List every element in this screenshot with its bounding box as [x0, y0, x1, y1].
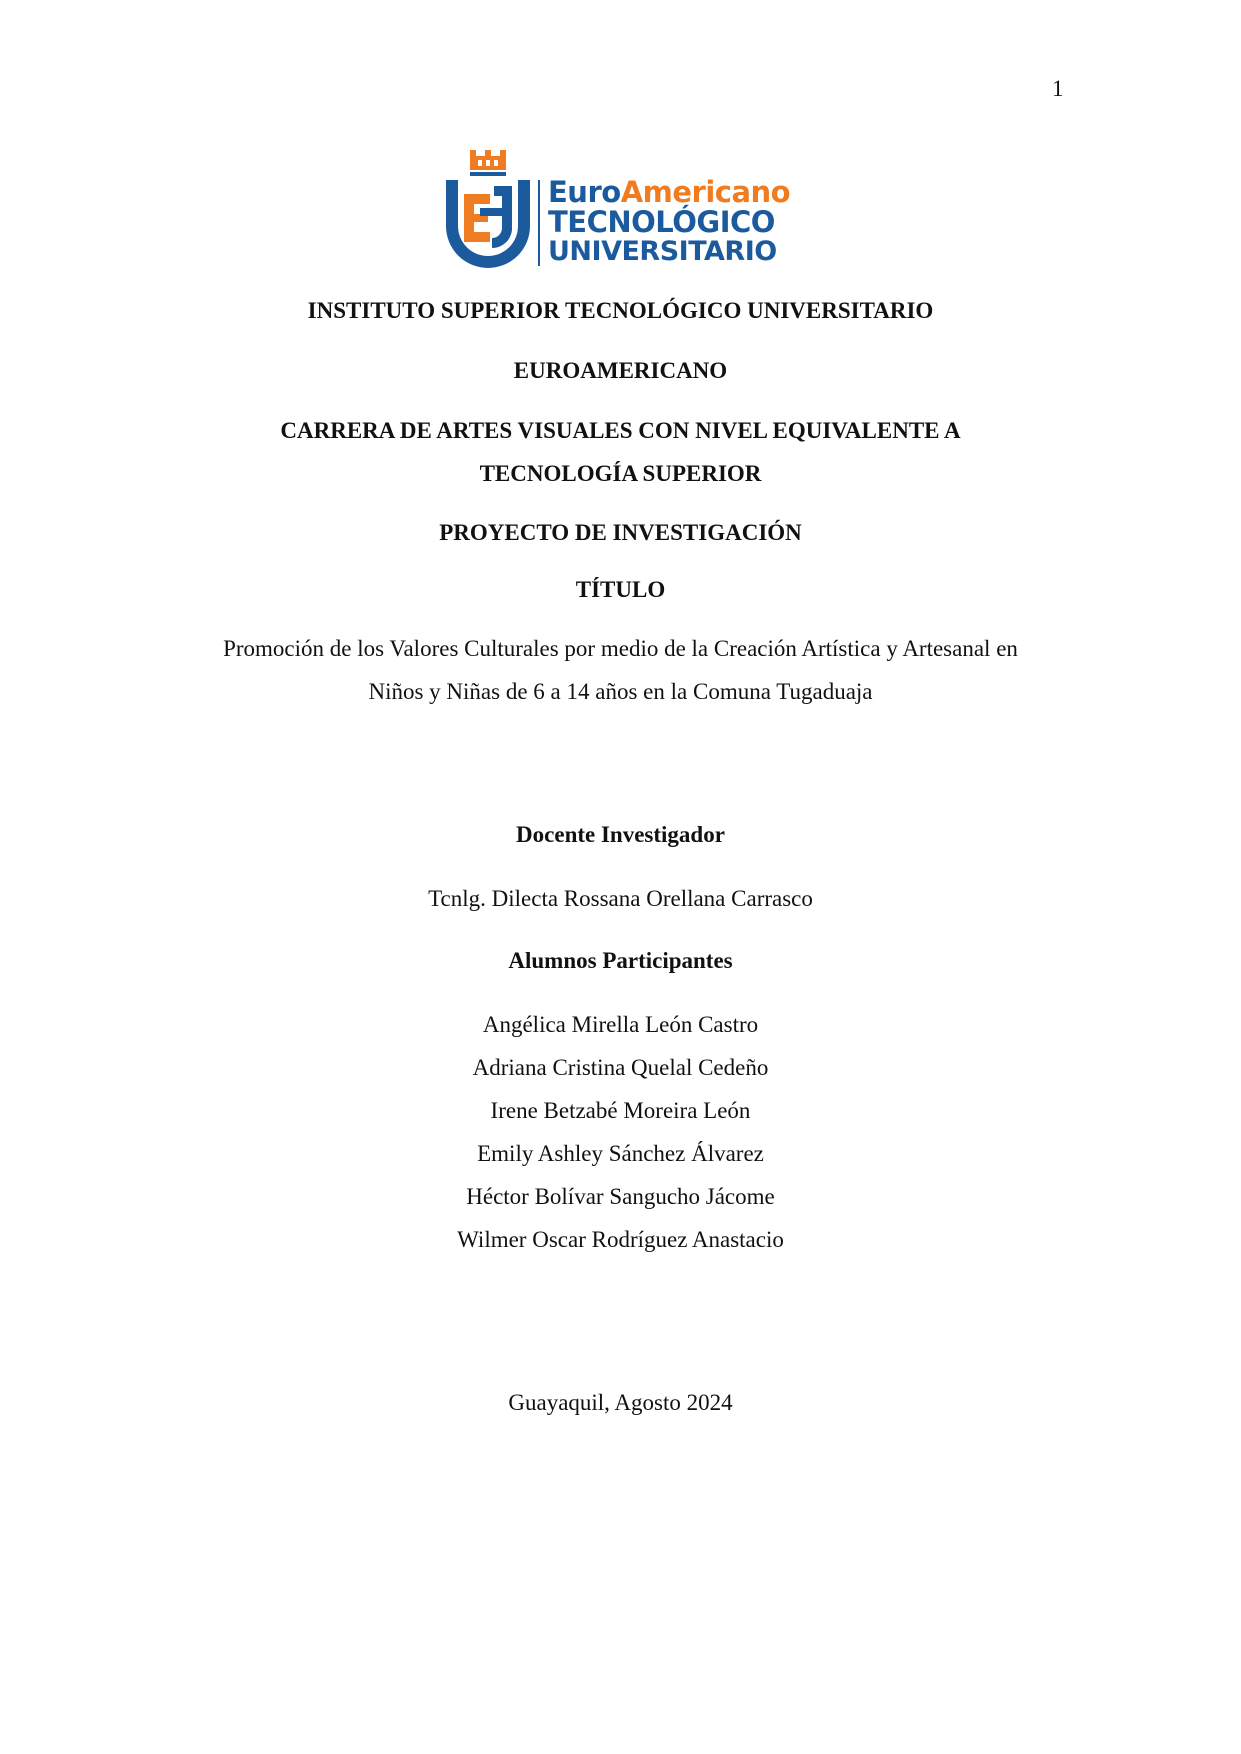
ea-emblem-icon [440, 150, 536, 270]
career-line-1: CARRERA DE ARTES VISUALES CON NIVEL EQUIVALENTE A [280, 418, 961, 443]
teacher-label: Docente Investigador [516, 822, 725, 847]
title-line-1: Promoción de los Valores Culturales por medio de la Creación Artística y Artesanal en [223, 636, 1018, 661]
title-label: TÍTULO [575, 577, 666, 602]
institution-logo [440, 150, 820, 270]
place-date: Guayaquil, Agosto 2024 [508, 1390, 733, 1415]
student-name: Irene Betzabé Moreira León [490, 1098, 751, 1123]
student-name: Emily Ashley Sánchez Álvarez [477, 1141, 764, 1166]
project-label: PROYECTO DE INVESTIGACIÓN [439, 520, 802, 545]
logo-americano-text: Americano [620, 175, 791, 209]
logo-brand-line [548, 175, 791, 209]
logo-universitario-text: UNIVERSITARIO [548, 236, 777, 267]
career-line-2: TECNOLOGÍA SUPERIOR [479, 461, 762, 486]
teacher-name: Tcnlg. Dilecta Rossana Orellana Carrasco [428, 886, 813, 911]
institute-line-2: EUROAMERICANO [513, 358, 728, 383]
student-name: Angélica Mirella León Castro [482, 1012, 759, 1037]
page-number: 1 [1052, 76, 1064, 101]
crown-icon [470, 150, 506, 176]
student-name: Wilmer Oscar Rodríguez Anastacio [457, 1227, 784, 1252]
students-label: Alumnos Participantes [508, 948, 733, 973]
institute-line-1: INSTITUTO SUPERIOR TECNOLÓGICO UNIVERSITARIO [307, 298, 934, 323]
student-name: Héctor Bolívar Sangucho Jácome [466, 1184, 775, 1209]
title-line-2: Niños y Niñas de 6 a 14 años en la Comuna Tugaduaja [368, 679, 873, 704]
logo-divider [538, 180, 540, 266]
logo-euro-text: Euro [548, 175, 621, 209]
student-name: Adriana Cristina Quelal Cedeño [472, 1055, 769, 1080]
logo-tecnologico-text: TECNOLÓGICO [548, 205, 775, 239]
